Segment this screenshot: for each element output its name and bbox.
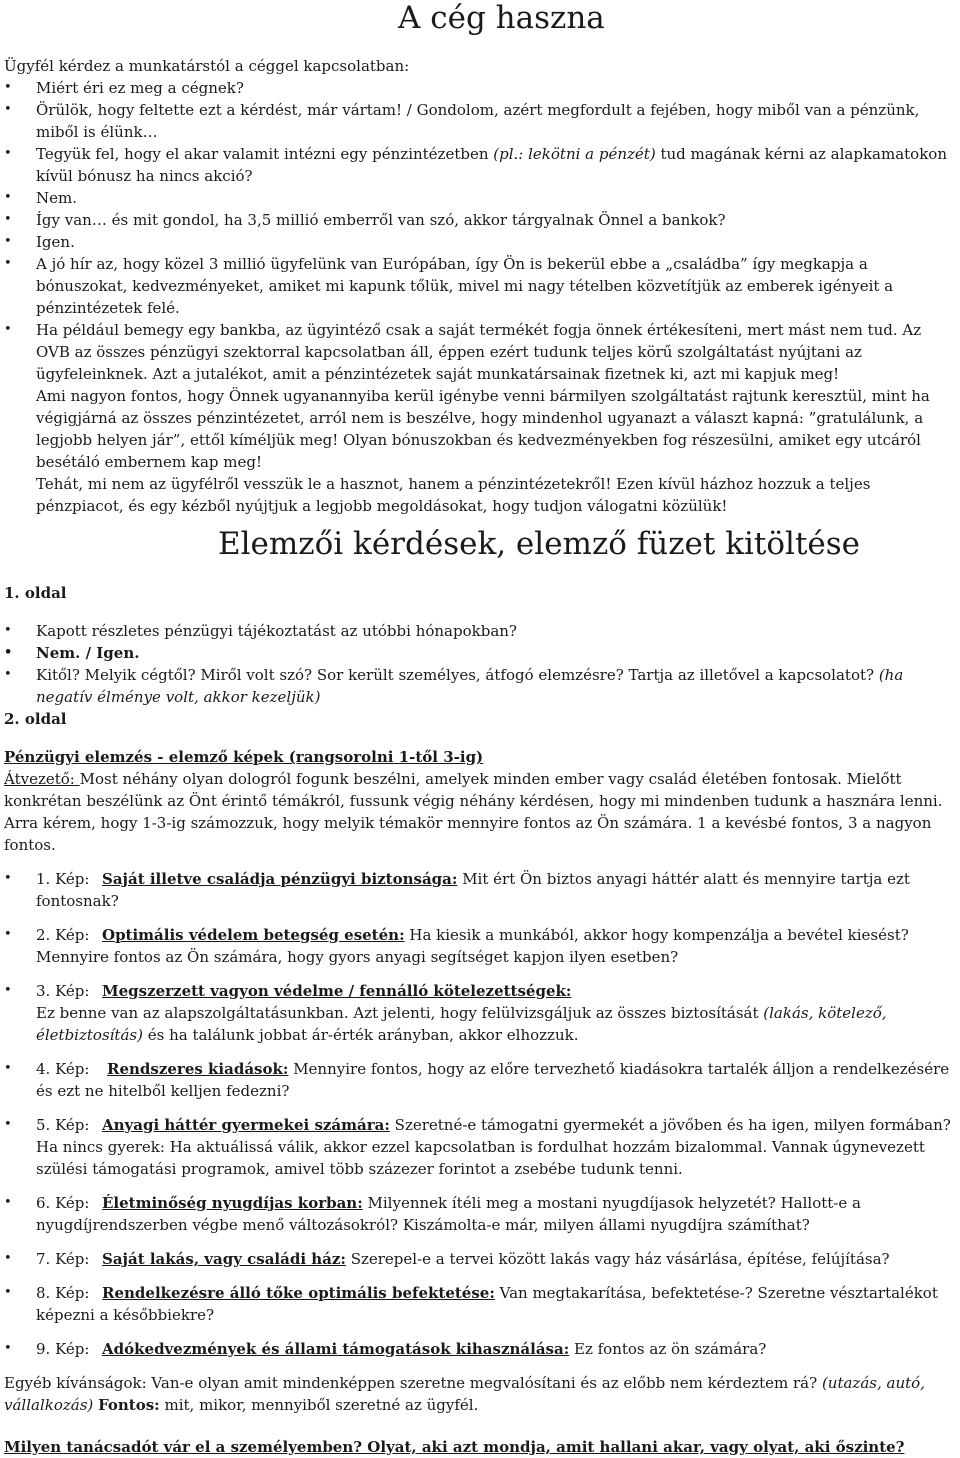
kep-item: • 8. Kép: Rendelkezésre álló tőke optimális befektetése: Van megtakarítása, befektetése-? Szeretne vésztartalékot képezni a későbbiekre?	[4, 1282, 954, 1326]
kep-item: • 4. Kép: Rendszeres kiadások: Mennyire fontos, hogy az előre tervezhető kiadásokra tartalék álljon a rendelkezésére és ezt ne hitelből kelljen fedezni?	[4, 1058, 954, 1102]
list-item: • Tegyük fel, hogy el akar valamit intézni egy pénzintézetben (pl.: lekötni a pénzét) tud magának kérni az alapkamatokon kívül bónusz ha nincs akció?	[4, 143, 954, 187]
transition-paragraph: Átvezető: Most néhány olyan dologról fogunk beszélni, amelyek minden ember vagy család életében fontosak. Mielőtt konkrétan beszélünk az Önt érintő témákról, fussunk végig néhány kérdésen, hogy mi mindenben tudunk a hasznára lenni. Arra kérem, hogy 1-3-ig számozzuk, hogy melyik témakör mennyire fontos az Ön számára. 1 a kevésbé fontos, 3 a nagyon fontos.	[4, 770, 943, 854]
page-title: A cég haszna	[398, 0, 605, 36]
section-ceg-haszna	[4, 55, 954, 517]
question-list	[4, 620, 954, 708]
dialogue-list	[4, 77, 954, 517]
intro-text: Ügyfél kérdez a munkatárstól a céggel kapcsolatban:	[4, 57, 410, 75]
kep-item: • 3. Kép: Megszerzett vagyon védelme / fennálló kötelezettségek: Ez benne van az alapszolgáltatásunkban. Azt jelenti, hogy felülvizsgáljuk az összes biztosítását (lakás, kötelező, életbiztosítás) és ha találunk jobbat ár-érték arányban, akkor elhozzuk.	[4, 980, 954, 1046]
kep-item: • 5. Kép: Anyagi háttér gyermekei számára: Szeretné-e támogatni gyermekét a jövőben és ha igen, milyen formában? Ha nincs gyerek: Ha aktuálissá válik, akkor ezzel kapcsolatban is fordulhat hozzám bizalommal. Vannak úgynevezett szülési támogatási programok, amivel több százezer forintot a zsebébe tudunk tenni.	[4, 1114, 954, 1180]
final-question: Milyen tanácsadót vár el a személyemben? Olyat, aki azt mondja, amit hallani akar, vagy olyat, aki őszinte?	[4, 1438, 905, 1456]
list-item: • Nem. / Igen.	[4, 642, 954, 664]
kep-item: • 2. Kép: Optimális védelem betegség esetén: Ha kiesik a munkából, akkor hogy kompenzálja a bevétel kiesést? Mennyire fontos az Ön számára, hogy gyors anyagi segítséget kapjon ilyen esetben?	[4, 924, 954, 968]
kep-item: • 7. Kép: Saját lakás, vagy családi ház: Szerepel-e a tervei között lakás vagy ház vásárlása, építése, felújítása?	[4, 1248, 954, 1270]
list-item: • Igen.	[4, 231, 954, 253]
list-item: • Kapott részletes pénzügyi tájékoztatást az utóbbi hónapokban?	[4, 620, 954, 642]
other-wishes-paragraph: Egyéb kívánságok: Van-e olyan amit mindenképpen szeretne megvalósítani és az előbb nem kérdeztem rá? (utazás, autó, vállalkozás) Fontos: mit, mikor, mennyiből szeretné az ügyfél.	[4, 1374, 925, 1414]
kep-item: • 6. Kép: Életminőség nyugdíjas korban: Milyennek ítéli meg a mostani nyugdíjasok helyzetét? Hallott-e a nyugdíjrendszerben végbe menő változásokról? Kiszámolta-e már, milyen állami nyugdíjra számíthat?	[4, 1192, 954, 1236]
list-item: • Nem.	[4, 187, 954, 209]
list-item: • Miért éri ez meg a cégnek?	[4, 77, 954, 99]
page-label: 1. oldal	[4, 584, 67, 602]
kep-item: • 9. Kép: Adókedvezmények és állami támogatások kihasználása: Ez fontos az ön számára?	[4, 1338, 954, 1360]
list-item: • A jó hír az, hogy közel 3 millió ügyfelünk van Európában, így Ön is bekerül ebbe a „családba” így megkapja a bónuszokat, kedvezményeket, amiket mi kapunk tőlük, mivel mi nagy tételben közvetítjük az emberek igényeit a pénzintézetek felé.	[4, 253, 954, 319]
list-item: • Kitől? Melyik cégtől? Miről volt szó? Sor került személyes, átfogó elemzésre? Tartja az illetővel a kapcsolatot? (ha negatív élménye volt, akkor kezeljük)	[4, 664, 954, 708]
list-item: • Örülök, hogy feltette ezt a kérdést, már vártam! / Gondolom, azért megfordult a fejében, hogy miből van a pénzünk, miből is élünk…	[4, 99, 954, 143]
list-item: • Ha például bemegy egy bankba, az ügyintéző csak a saját termékét fogja önnek értékesíteni, mert mást nem tud. Az OVB az összes pénzügyi szektorral kapcsolatban áll, éppen ezért tudunk teljes körű szolgáltatást nyújtani az ügyfeleinknek. Azt a jutalékot, amit a pénzintézetek saját munkatársainak fizetnek ki, azt mi kapjuk meg! Ami nagyon fontos, hogy Önnek ugyanannyiba kerül igénybe venni bármilyen szolgáltatást rajtunk keresztül, mint ha végigjárná az összes pénzintézetet, arról nem is beszélve, hogy mindenhol ugyanazt a választ kapná: ”gratulálunk, a legjobb helyen jár”, ettől kíméljük meg! Olyan bónuszokban és kedvezményekben fog részesülni, amiket egy utcáról besétáló embernem kap meg! Tehát, mi nem az ügyfélről vesszük le a hasznot, hanem a pénzintézetekről! Ezen kívül házhoz hozzuk a teljes pénzpiacot, és egy kézből nyújtjuk a legjobb megoldásokat, hogy tudjon válogatni közülük!	[4, 319, 954, 517]
section-elemzoi	[4, 582, 954, 1458]
list-item: • Így van… és mit gondol, ha 3,5 millió emberről van szó, akkor tárgyalnak Önnel a bankok?	[4, 209, 954, 231]
kep-list	[4, 868, 954, 1360]
page-label: 2. oldal	[4, 710, 67, 728]
kep-item: • 1. Kép: Saját illetve családja pénzügyi biztonsága: Mit ért Ön biztos anyagi háttér alatt és mennyire tartja ezt fontosnak?	[4, 868, 954, 912]
section-heading: Pénzügyi elemzés - elemző képek (rangsorolni 1-től 3-ig)	[4, 748, 484, 766]
section-title: Elemzői kérdések, elemző füzet kitöltése	[218, 526, 861, 562]
